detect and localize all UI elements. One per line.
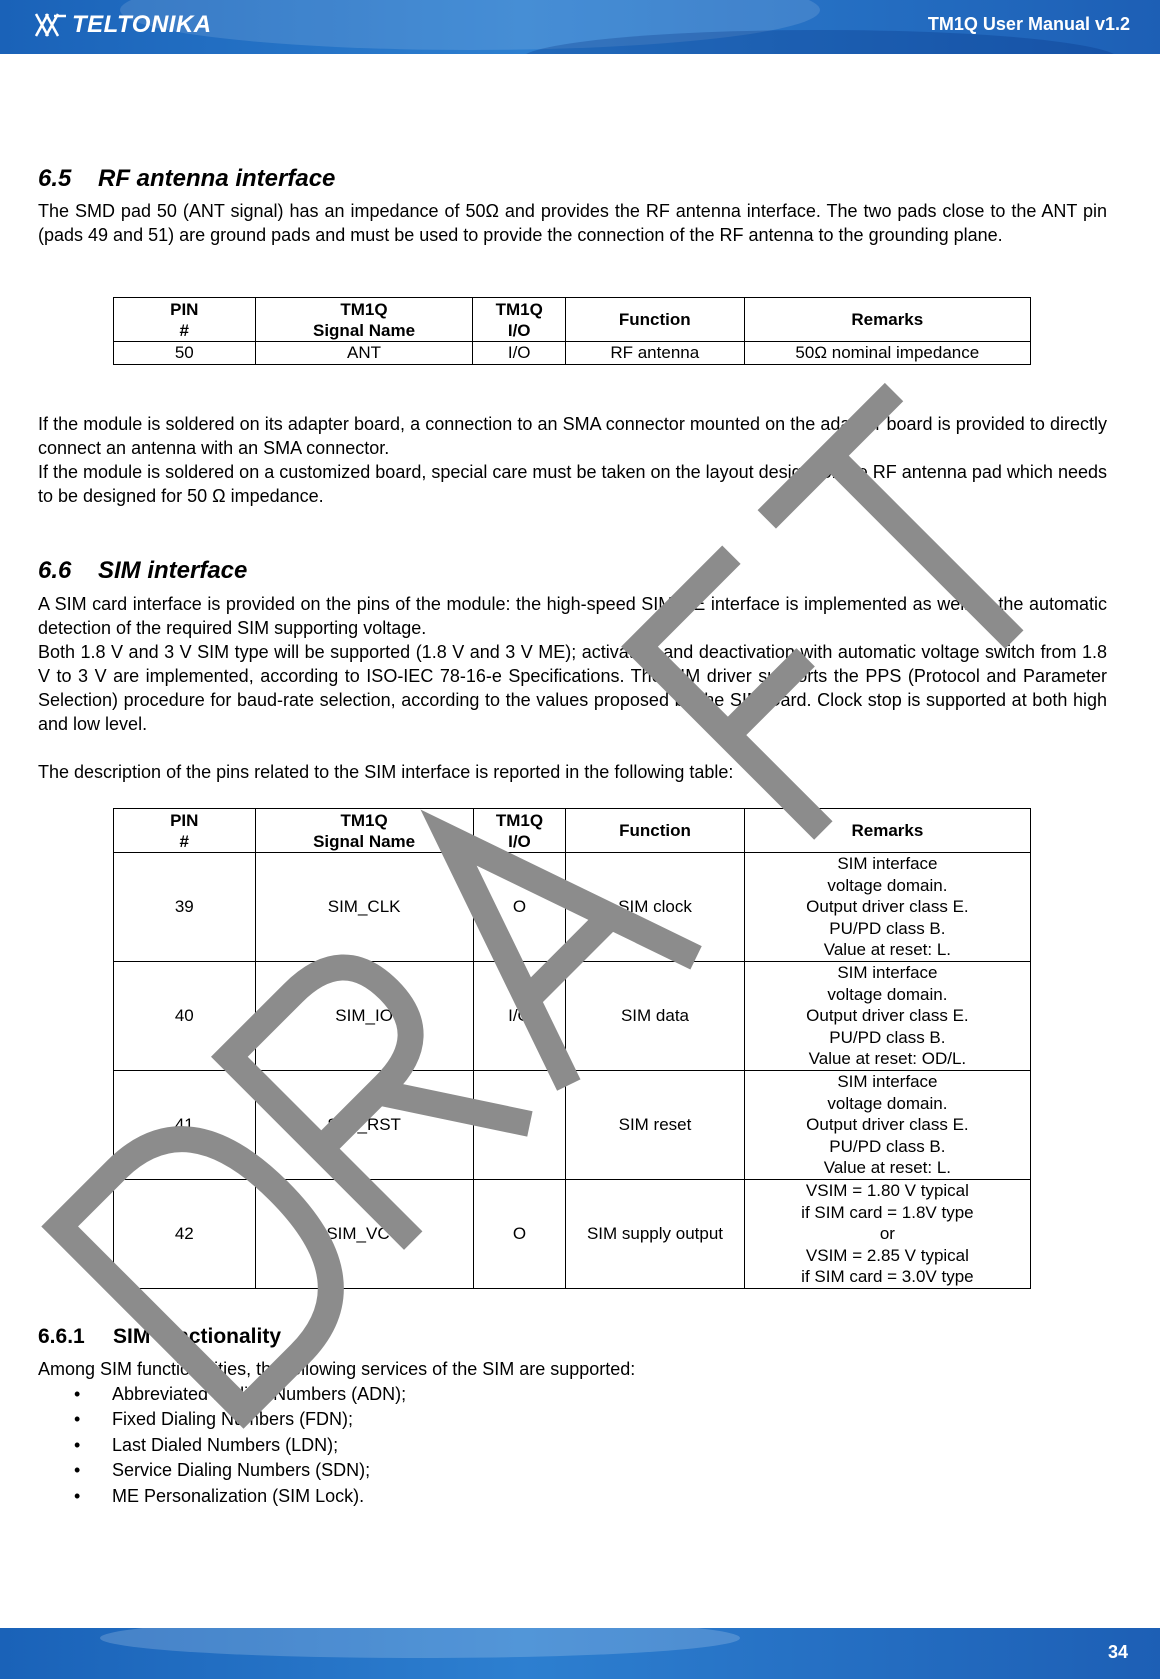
section-number: 6.5 bbox=[38, 165, 72, 192]
sim-interface-table bbox=[113, 808, 1031, 1289]
col-header-signal: TM1Q Signal Name bbox=[255, 809, 473, 853]
section-number: 6.6 bbox=[38, 557, 72, 584]
col-header-function: Function bbox=[566, 809, 745, 853]
col-header-function: Function bbox=[565, 298, 744, 342]
rf-paragraph-1: The SMD pad 50 (ANT signal) has an impedance of 50Ω and provides the RF antenna interface. The two pads close to the ANT pin (pads 49 and 51) are ground pads and must be used to provide the connection of the RF antenna to the grounding plane. bbox=[38, 201, 1107, 245]
section-number: 6.6.1 bbox=[38, 1325, 85, 1348]
table-header-row bbox=[114, 298, 1031, 342]
cell-signal: SIM_RST bbox=[255, 1071, 473, 1180]
col-header-signal: TM1Q Signal Name bbox=[255, 298, 473, 342]
section-title: RF antenna interface bbox=[98, 165, 336, 192]
bullet-icon: • bbox=[74, 1384, 81, 1404]
cell-pin: 40 bbox=[114, 962, 256, 1071]
col-header-remarks: Remarks bbox=[744, 298, 1030, 342]
list-item: • ME Personalization (SIM Lock). bbox=[74, 1484, 406, 1509]
section-6-5-heading bbox=[38, 165, 335, 193]
col-header-pin: PIN # bbox=[114, 809, 256, 853]
cell-remarks: SIM interface voltage domain. Output driver class E. PU/PD class B. Value at reset: OD/L. bbox=[744, 962, 1030, 1071]
list-item: • Service Dialing Numbers (SDN); bbox=[74, 1458, 406, 1483]
cell-remarks: SIM interface voltage domain. Output driver class E. PU/PD class B. Value at reset: L. bbox=[744, 853, 1030, 962]
list-item: • Fixed Dialing Numbers (FDN); bbox=[74, 1407, 406, 1432]
cell-signal: SIM_IO bbox=[255, 962, 473, 1071]
table-row bbox=[114, 342, 1031, 365]
teltonika-logo-icon bbox=[32, 10, 68, 40]
cell-signal: ANT bbox=[255, 342, 473, 365]
table-row bbox=[114, 1071, 1031, 1180]
cell-io: I/O bbox=[473, 342, 566, 365]
cell-function: SIM reset bbox=[566, 1071, 745, 1180]
rf-antenna-table bbox=[113, 297, 1031, 365]
page-footer bbox=[0, 1628, 1160, 1679]
sim-paragraph-3: The description of the pins related to the SIM interface is reported in the following table: bbox=[38, 762, 734, 782]
bullet-icon: • bbox=[74, 1460, 81, 1481]
table-row bbox=[114, 853, 1031, 962]
section-title: SIM functionality bbox=[113, 1325, 281, 1348]
cell-pin: 41 bbox=[114, 1071, 256, 1180]
cell-signal: SIM_VCC bbox=[255, 1180, 473, 1289]
cell-pin: 50 bbox=[114, 342, 256, 365]
manual-title: TM1Q User Manual v1.2 bbox=[927, 14, 1130, 34]
col-header-io: TM1Q I/O bbox=[473, 809, 565, 853]
sim-services-list bbox=[74, 1382, 406, 1509]
teltonika-logo bbox=[32, 10, 212, 40]
table-row bbox=[114, 962, 1031, 1071]
page-header bbox=[0, 0, 1160, 54]
section-title: SIM interface bbox=[98, 557, 248, 584]
col-header-io: TM1Q I/O bbox=[473, 298, 566, 342]
section-6-6-1-heading bbox=[38, 1325, 281, 1349]
logo-text: TELTONIKA bbox=[72, 11, 212, 38]
rf-paragraph-2: If the module is soldered on its adapter board, a connection to an SMA connector mounted on the adapter board is provided to directly connect an antenna with an SMA connector. bbox=[38, 414, 1107, 458]
list-item: • Last Dialed Numbers (LDN); bbox=[74, 1433, 406, 1458]
cell-io: O bbox=[473, 1180, 565, 1289]
sim-paragraph-1: A SIM card interface is provided on the pins of the module: the high-speed SIM/ME interface is implemented as well as the automatic detection of the required SIM supporting voltage. bbox=[38, 594, 1107, 638]
cell-function: SIM supply output bbox=[566, 1180, 745, 1289]
bullet-icon: • bbox=[74, 1485, 81, 1506]
col-header-remarks: Remarks bbox=[744, 809, 1030, 853]
rf-paragraph-3: If the module is soldered on a customized board, special care must be taken on the layout design for the RF antenna pad which needs to be designed for 50 Ω impedance. bbox=[38, 462, 1107, 506]
section-6-6-heading bbox=[38, 557, 247, 585]
cell-remarks: 50Ω nominal impedance bbox=[744, 342, 1030, 365]
cell-function: SIM data bbox=[566, 962, 745, 1071]
col-header-pin: PIN # bbox=[114, 298, 256, 342]
cell-function: SIM clock bbox=[566, 853, 745, 962]
bullet-icon: • bbox=[74, 1434, 81, 1455]
table-header-row bbox=[114, 809, 1031, 853]
cell-io: O bbox=[473, 1071, 565, 1180]
cell-remarks: SIM interface voltage domain. Output driver class E. PU/PD class B. Value at reset: L. bbox=[744, 1071, 1030, 1180]
cell-io: O bbox=[473, 853, 565, 962]
cell-signal: SIM_CLK bbox=[255, 853, 473, 962]
page-number: 34 bbox=[1107, 1642, 1128, 1662]
sim-paragraph-2: Both 1.8 V and 3 V SIM type will be supported (1.8 V and 3 V ME); activation and deactivation with automatic voltage switch from 1.8 V to 3 V are implemented, according to ISO-IEC 78-16-e Specifications. The SIM driver supports the PPS (Protocol and Parameter Selection) procedure for baud-rate selection, according to the values proposed by the SIM Card. Clock stop is supported at both high and low level. bbox=[38, 642, 1107, 734]
list-item: • Abbreviated Dialing Numbers (ADN); bbox=[74, 1382, 406, 1407]
cell-pin: 42 bbox=[114, 1180, 256, 1289]
cell-io: I/O bbox=[473, 962, 565, 1071]
bullet-icon: • bbox=[74, 1409, 81, 1430]
cell-pin: 39 bbox=[114, 853, 256, 962]
sim-functionality-intro: Among SIM functionalities, the following services of the SIM are supported: bbox=[38, 1359, 636, 1379]
table-row bbox=[114, 1180, 1031, 1289]
cell-remarks: VSIM = 1.80 V typical if SIM card = 1.8V type or VSIM = 2.85 V typical if SIM card = 3.0V type bbox=[744, 1180, 1030, 1289]
cell-function: RF antenna bbox=[565, 342, 744, 365]
